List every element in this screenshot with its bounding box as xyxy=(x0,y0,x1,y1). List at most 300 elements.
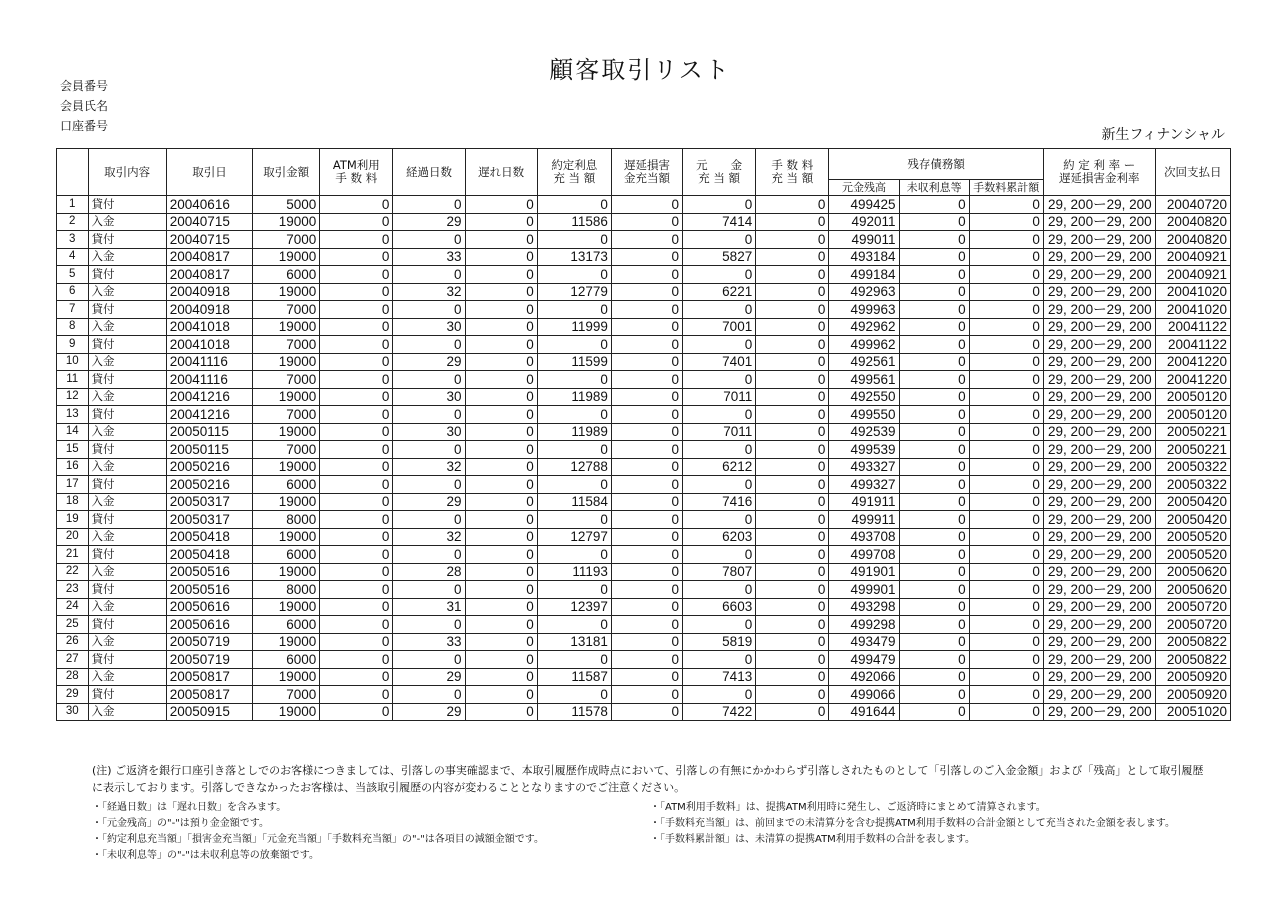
row-delay-days-cell: 0 xyxy=(465,493,537,511)
row-interest-applied-cell: 0 xyxy=(537,686,611,704)
row-kind-cell: 入金 xyxy=(88,283,166,301)
row-amount-cell: 19000 xyxy=(253,423,320,441)
row-amount-cell: 19000 xyxy=(253,563,320,581)
row-date-cell: 20050616 xyxy=(166,616,252,634)
row-fee-applied-cell: 0 xyxy=(756,196,829,214)
row-damages-applied-cell: 0 xyxy=(611,546,682,564)
row-balance-principal-cell: 499298 xyxy=(829,616,899,634)
note-item: ・ 「手数料充当額」は、前回までの未清算分を含む提携ATM利用手数料の合計金額として充当された金額を表します。 xyxy=(650,816,1175,832)
row-kind-cell: 貸付 xyxy=(88,196,166,214)
row-damages-applied-cell: 0 xyxy=(611,336,682,354)
col-principal-header: 元 金 充 当 額 xyxy=(683,149,756,196)
row-rate-cell: 29, 200ー29, 200 xyxy=(1043,266,1155,284)
row-elapsed-days-cell: 30 xyxy=(393,423,465,441)
row-atm-fee-cell: 0 xyxy=(320,563,393,581)
row-elapsed-days-cell: 32 xyxy=(393,528,465,546)
row-interest-applied-cell: 11193 xyxy=(537,563,611,581)
row-rate-cell: 29, 200ー29, 200 xyxy=(1043,213,1155,231)
row-balance-fee-total-cell: 0 xyxy=(969,406,1043,424)
row-date-cell: 20040918 xyxy=(166,283,252,301)
row-kind-cell: 貸付 xyxy=(88,651,166,669)
col-balance-group-header: 残存債務額 xyxy=(829,149,1043,180)
row-principal-applied-cell: 0 xyxy=(683,301,756,319)
row-balance-unpaid-cell: 0 xyxy=(899,651,969,669)
row-fee-applied-cell: 0 xyxy=(756,633,829,651)
row-atm-fee-cell: 0 xyxy=(320,196,393,214)
disclaimer-note: (注) ご返済を銀行口座引き落としでのお客様につきましては、引落しの事実確認まで、本取引履歴作成時点において、引落しの有無にかかわらず引落しされたものとして「引落しのご入金金額」および「残高」として取引履歴に表示しております。引落しできなかったお客様は、当該取引履歴の内容が変わることとなりますのでご注意ください。 xyxy=(92,764,1204,794)
row-balance-fee-total-cell: 0 xyxy=(969,196,1043,214)
row-damages-applied-cell: 0 xyxy=(611,511,682,529)
row-balance-principal-cell: 491911 xyxy=(829,493,899,511)
row-principal-applied-cell: 7414 xyxy=(683,213,756,231)
row-atm-fee-cell: 0 xyxy=(320,598,393,616)
row-delay-days-cell: 0 xyxy=(465,283,537,301)
row-rate-cell: 29, 200ー29, 200 xyxy=(1043,388,1155,406)
row-balance-unpaid-cell: 0 xyxy=(899,458,969,476)
row-atm-fee-cell: 0 xyxy=(320,581,393,599)
row-elapsed-days-cell: 0 xyxy=(393,546,465,564)
row-amount-cell: 7000 xyxy=(253,336,320,354)
row-atm-fee-cell: 0 xyxy=(320,371,393,389)
table-row xyxy=(57,668,1231,686)
notes-left-list xyxy=(92,800,544,864)
row-delay-days-cell: 0 xyxy=(465,423,537,441)
row-balance-principal-cell: 499184 xyxy=(829,266,899,284)
row-interest-applied-cell: 11999 xyxy=(537,318,611,336)
row-principal-applied-cell: 6221 xyxy=(683,283,756,301)
row-amount-cell: 19000 xyxy=(253,248,320,266)
row-rate-cell: 29, 200ー29, 200 xyxy=(1043,231,1155,249)
row-delay-days-cell: 0 xyxy=(465,441,537,459)
row-elapsed-days-cell: 0 xyxy=(393,651,465,669)
row-atm-fee-cell: 0 xyxy=(320,511,393,529)
row-amount-cell: 7000 xyxy=(253,301,320,319)
row-fee-applied-cell: 0 xyxy=(756,616,829,634)
row-principal-applied-cell: 7807 xyxy=(683,563,756,581)
col-next-pay-header: 次回支払日 xyxy=(1155,149,1230,196)
row-balance-fee-total-cell: 0 xyxy=(969,651,1043,669)
row-elapsed-days-cell: 0 xyxy=(393,581,465,599)
row-number-cell: 22 xyxy=(57,563,89,581)
row-next-pay-cell: 20040820 xyxy=(1155,213,1230,231)
row-balance-fee-total-cell: 0 xyxy=(969,458,1043,476)
row-number-cell: 4 xyxy=(57,248,89,266)
table-row xyxy=(57,248,1231,266)
col-number-header xyxy=(57,149,89,196)
row-amount-cell: 5000 xyxy=(253,196,320,214)
row-fee-applied-cell: 0 xyxy=(756,528,829,546)
row-elapsed-days-cell: 33 xyxy=(393,248,465,266)
row-balance-principal-cell: 492962 xyxy=(829,318,899,336)
table-row xyxy=(57,528,1231,546)
row-balance-unpaid-cell: 0 xyxy=(899,423,969,441)
row-atm-fee-cell: 0 xyxy=(320,301,393,319)
row-number-cell: 2 xyxy=(57,213,89,231)
row-damages-applied-cell: 0 xyxy=(611,441,682,459)
row-atm-fee-cell: 0 xyxy=(320,686,393,704)
row-balance-fee-total-cell: 0 xyxy=(969,493,1043,511)
row-balance-unpaid-cell: 0 xyxy=(899,598,969,616)
row-fee-applied-cell: 0 xyxy=(756,651,829,669)
row-balance-principal-cell: 493184 xyxy=(829,248,899,266)
table-row xyxy=(57,458,1231,476)
row-damages-applied-cell: 0 xyxy=(611,668,682,686)
row-date-cell: 20041216 xyxy=(166,406,252,424)
row-damages-applied-cell: 0 xyxy=(611,458,682,476)
row-elapsed-days-cell: 29 xyxy=(393,493,465,511)
row-elapsed-days-cell: 0 xyxy=(393,231,465,249)
row-amount-cell: 6000 xyxy=(253,266,320,284)
row-number-cell: 9 xyxy=(57,336,89,354)
row-interest-applied-cell: 0 xyxy=(537,441,611,459)
row-rate-cell: 29, 200ー29, 200 xyxy=(1043,633,1155,651)
row-elapsed-days-cell: 0 xyxy=(393,511,465,529)
row-balance-principal-cell: 491901 xyxy=(829,563,899,581)
table-row xyxy=(57,546,1231,564)
col-fee-applied-header: 手 数 料 充 当 額 xyxy=(756,149,829,196)
row-next-pay-cell: 20050822 xyxy=(1155,651,1230,669)
table-row xyxy=(57,493,1231,511)
row-amount-cell: 8000 xyxy=(253,511,320,529)
row-balance-principal-cell: 492963 xyxy=(829,283,899,301)
row-delay-days-cell: 0 xyxy=(465,248,537,266)
row-next-pay-cell: 20050420 xyxy=(1155,493,1230,511)
row-damages-applied-cell: 0 xyxy=(611,283,682,301)
row-balance-unpaid-cell: 0 xyxy=(899,283,969,301)
row-kind-cell: 入金 xyxy=(88,248,166,266)
row-principal-applied-cell: 0 xyxy=(683,476,756,494)
row-damages-applied-cell: 0 xyxy=(611,353,682,371)
page-title: 顧客取引リスト xyxy=(549,56,731,84)
row-number-cell: 18 xyxy=(57,493,89,511)
row-damages-applied-cell: 0 xyxy=(611,388,682,406)
row-number-cell: 19 xyxy=(57,511,89,529)
row-date-cell: 20050616 xyxy=(166,598,252,616)
row-rate-cell: 29, 200ー29, 200 xyxy=(1043,493,1155,511)
col-interest-header: 約定利息 充 当 額 xyxy=(537,149,611,196)
row-delay-days-cell: 0 xyxy=(465,406,537,424)
row-kind-cell: 入金 xyxy=(88,213,166,231)
row-principal-applied-cell: 5827 xyxy=(683,248,756,266)
col-balance-principal-header: 元金残高 xyxy=(829,180,899,196)
row-atm-fee-cell: 0 xyxy=(320,336,393,354)
row-kind-cell: 入金 xyxy=(88,423,166,441)
row-date-cell: 20041216 xyxy=(166,388,252,406)
row-next-pay-cell: 20041122 xyxy=(1155,336,1230,354)
row-interest-applied-cell: 0 xyxy=(537,546,611,564)
row-amount-cell: 7000 xyxy=(253,371,320,389)
row-principal-applied-cell: 0 xyxy=(683,336,756,354)
row-number-cell: 30 xyxy=(57,703,89,721)
row-date-cell: 20050915 xyxy=(166,703,252,721)
row-interest-applied-cell: 11989 xyxy=(537,423,611,441)
row-principal-applied-cell: 0 xyxy=(683,196,756,214)
row-kind-cell: 入金 xyxy=(88,668,166,686)
row-interest-applied-cell: 13173 xyxy=(537,248,611,266)
row-balance-fee-total-cell: 0 xyxy=(969,283,1043,301)
row-damages-applied-cell: 0 xyxy=(611,651,682,669)
row-date-cell: 20041018 xyxy=(166,336,252,354)
row-interest-applied-cell: 11584 xyxy=(537,493,611,511)
row-next-pay-cell: 20050720 xyxy=(1155,616,1230,634)
row-balance-principal-cell: 499425 xyxy=(829,196,899,214)
row-rate-cell: 29, 200ー29, 200 xyxy=(1043,318,1155,336)
row-principal-applied-cell: 0 xyxy=(683,651,756,669)
row-interest-applied-cell: 11989 xyxy=(537,388,611,406)
row-damages-applied-cell: 0 xyxy=(611,616,682,634)
col-amount-header: 取引金額 xyxy=(253,149,320,196)
row-kind-cell: 貸付 xyxy=(88,266,166,284)
row-date-cell: 20050817 xyxy=(166,668,252,686)
row-kind-cell: 貸付 xyxy=(88,546,166,564)
row-damages-applied-cell: 0 xyxy=(611,371,682,389)
row-balance-principal-cell: 499561 xyxy=(829,371,899,389)
row-date-cell: 20050817 xyxy=(166,686,252,704)
row-balance-unpaid-cell: 0 xyxy=(899,686,969,704)
row-delay-days-cell: 0 xyxy=(465,511,537,529)
row-atm-fee-cell: 0 xyxy=(320,668,393,686)
row-rate-cell: 29, 200ー29, 200 xyxy=(1043,598,1155,616)
row-next-pay-cell: 20050120 xyxy=(1155,388,1230,406)
row-amount-cell: 19000 xyxy=(253,668,320,686)
row-number-cell: 20 xyxy=(57,528,89,546)
row-number-cell: 25 xyxy=(57,616,89,634)
row-atm-fee-cell: 0 xyxy=(320,266,393,284)
table-row xyxy=(57,423,1231,441)
row-principal-applied-cell: 7001 xyxy=(683,318,756,336)
row-principal-applied-cell: 0 xyxy=(683,406,756,424)
row-amount-cell: 19000 xyxy=(253,528,320,546)
row-balance-unpaid-cell: 0 xyxy=(899,388,969,406)
row-balance-fee-total-cell: 0 xyxy=(969,371,1043,389)
row-balance-fee-total-cell: 0 xyxy=(969,353,1043,371)
row-interest-applied-cell: 0 xyxy=(537,231,611,249)
table-row xyxy=(57,616,1231,634)
row-next-pay-cell: 20050822 xyxy=(1155,633,1230,651)
row-principal-applied-cell: 0 xyxy=(683,616,756,634)
row-balance-principal-cell: 499708 xyxy=(829,546,899,564)
row-fee-applied-cell: 0 xyxy=(756,441,829,459)
row-balance-fee-total-cell: 0 xyxy=(969,616,1043,634)
row-number-cell: 29 xyxy=(57,686,89,704)
row-balance-principal-cell: 499962 xyxy=(829,336,899,354)
row-fee-applied-cell: 0 xyxy=(756,371,829,389)
row-elapsed-days-cell: 29 xyxy=(393,353,465,371)
row-balance-principal-cell: 492011 xyxy=(829,213,899,231)
row-next-pay-cell: 20050221 xyxy=(1155,423,1230,441)
row-balance-principal-cell: 499901 xyxy=(829,581,899,599)
account-number-label: 口座番号 xyxy=(60,119,109,133)
row-delay-days-cell: 0 xyxy=(465,546,537,564)
row-balance-principal-cell: 492561 xyxy=(829,353,899,371)
row-next-pay-cell: 20050322 xyxy=(1155,476,1230,494)
row-atm-fee-cell: 0 xyxy=(320,493,393,511)
row-balance-unpaid-cell: 0 xyxy=(899,406,969,424)
row-number-cell: 12 xyxy=(57,388,89,406)
table-row xyxy=(57,563,1231,581)
row-date-cell: 20050719 xyxy=(166,651,252,669)
row-rate-cell: 29, 200ー29, 200 xyxy=(1043,511,1155,529)
row-delay-days-cell: 0 xyxy=(465,686,537,704)
row-next-pay-cell: 20050520 xyxy=(1155,546,1230,564)
row-amount-cell: 7000 xyxy=(253,406,320,424)
row-balance-unpaid-cell: 0 xyxy=(899,441,969,459)
row-interest-applied-cell: 0 xyxy=(537,616,611,634)
row-kind-cell: 入金 xyxy=(88,388,166,406)
row-balance-unpaid-cell: 0 xyxy=(899,213,969,231)
row-rate-cell: 29, 200ー29, 200 xyxy=(1043,458,1155,476)
row-balance-unpaid-cell: 0 xyxy=(899,511,969,529)
row-rate-cell: 29, 200ー29, 200 xyxy=(1043,546,1155,564)
row-next-pay-cell: 20041122 xyxy=(1155,318,1230,336)
row-damages-applied-cell: 0 xyxy=(611,476,682,494)
row-next-pay-cell: 20050120 xyxy=(1155,406,1230,424)
row-date-cell: 20050516 xyxy=(166,563,252,581)
row-rate-cell: 29, 200ー29, 200 xyxy=(1043,336,1155,354)
row-number-cell: 8 xyxy=(57,318,89,336)
row-fee-applied-cell: 0 xyxy=(756,458,829,476)
row-principal-applied-cell: 7413 xyxy=(683,668,756,686)
table-row xyxy=(57,196,1231,214)
row-delay-days-cell: 0 xyxy=(465,528,537,546)
row-balance-unpaid-cell: 0 xyxy=(899,336,969,354)
row-damages-applied-cell: 0 xyxy=(611,213,682,231)
row-interest-applied-cell: 0 xyxy=(537,511,611,529)
row-rate-cell: 29, 200ー29, 200 xyxy=(1043,406,1155,424)
row-fee-applied-cell: 0 xyxy=(756,301,829,319)
row-atm-fee-cell: 0 xyxy=(320,353,393,371)
row-delay-days-cell: 0 xyxy=(465,633,537,651)
row-delay-days-cell: 0 xyxy=(465,581,537,599)
row-interest-applied-cell: 0 xyxy=(537,336,611,354)
note-item: ・ 「ATM利用手数料」は、提携ATM利用時に発生し、ご返済時にまとめて清算されます。 xyxy=(650,800,1175,816)
row-number-cell: 16 xyxy=(57,458,89,476)
row-delay-days-cell: 0 xyxy=(465,213,537,231)
row-damages-applied-cell: 0 xyxy=(611,493,682,511)
row-fee-applied-cell: 0 xyxy=(756,703,829,721)
row-fee-applied-cell: 0 xyxy=(756,598,829,616)
row-interest-applied-cell: 11578 xyxy=(537,703,611,721)
member-name-label: 会員氏名 xyxy=(60,99,109,113)
col-date-header: 取引日 xyxy=(166,149,252,196)
row-elapsed-days-cell: 32 xyxy=(393,283,465,301)
row-amount-cell: 8000 xyxy=(253,581,320,599)
note-item: ・ 「元金残高」の"-"は預り金金額です。 xyxy=(92,816,544,832)
row-balance-principal-cell: 493327 xyxy=(829,458,899,476)
row-next-pay-cell: 20050322 xyxy=(1155,458,1230,476)
row-rate-cell: 29, 200ー29, 200 xyxy=(1043,248,1155,266)
row-date-cell: 20041116 xyxy=(166,353,252,371)
row-number-cell: 10 xyxy=(57,353,89,371)
row-rate-cell: 29, 200ー29, 200 xyxy=(1043,686,1155,704)
row-atm-fee-cell: 0 xyxy=(320,388,393,406)
row-atm-fee-cell: 0 xyxy=(320,283,393,301)
row-kind-cell: 入金 xyxy=(88,633,166,651)
row-principal-applied-cell: 7401 xyxy=(683,353,756,371)
row-kind-cell: 入金 xyxy=(88,318,166,336)
row-balance-principal-cell: 499327 xyxy=(829,476,899,494)
row-elapsed-days-cell: 0 xyxy=(393,371,465,389)
row-balance-unpaid-cell: 0 xyxy=(899,196,969,214)
row-amount-cell: 7000 xyxy=(253,686,320,704)
row-number-cell: 14 xyxy=(57,423,89,441)
row-rate-cell: 29, 200ー29, 200 xyxy=(1043,563,1155,581)
row-principal-applied-cell: 0 xyxy=(683,686,756,704)
row-rate-cell: 29, 200ー29, 200 xyxy=(1043,301,1155,319)
row-fee-applied-cell: 0 xyxy=(756,476,829,494)
row-balance-unpaid-cell: 0 xyxy=(899,301,969,319)
row-damages-applied-cell: 0 xyxy=(611,301,682,319)
row-interest-applied-cell: 0 xyxy=(537,301,611,319)
row-number-cell: 26 xyxy=(57,633,89,651)
row-kind-cell: 貸付 xyxy=(88,441,166,459)
row-damages-applied-cell: 0 xyxy=(611,686,682,704)
row-elapsed-days-cell: 0 xyxy=(393,441,465,459)
row-damages-applied-cell: 0 xyxy=(611,563,682,581)
row-date-cell: 20040715 xyxy=(166,231,252,249)
row-elapsed-days-cell: 0 xyxy=(393,686,465,704)
row-date-cell: 20050115 xyxy=(166,423,252,441)
row-rate-cell: 29, 200ー29, 200 xyxy=(1043,476,1155,494)
row-date-cell: 20050317 xyxy=(166,493,252,511)
row-delay-days-cell: 0 xyxy=(465,301,537,319)
row-balance-fee-total-cell: 0 xyxy=(969,546,1043,564)
row-damages-applied-cell: 0 xyxy=(611,318,682,336)
col-rate-header: 約 定 利 率 ー 遅延損害金利率 xyxy=(1043,149,1155,196)
row-kind-cell: 入金 xyxy=(88,458,166,476)
row-kind-cell: 貸付 xyxy=(88,371,166,389)
row-number-cell: 1 xyxy=(57,196,89,214)
row-atm-fee-cell: 0 xyxy=(320,318,393,336)
customer-meta xyxy=(60,76,108,136)
row-balance-fee-total-cell: 0 xyxy=(969,213,1043,231)
row-fee-applied-cell: 0 xyxy=(756,353,829,371)
row-date-cell: 20041116 xyxy=(166,371,252,389)
note-item: ・ 「経過日数」は「遅れ日数」を含みます。 xyxy=(92,800,544,816)
row-date-cell: 20041018 xyxy=(166,318,252,336)
row-rate-cell: 29, 200ー29, 200 xyxy=(1043,703,1155,721)
row-damages-applied-cell: 0 xyxy=(611,581,682,599)
row-rate-cell: 29, 200ー29, 200 xyxy=(1043,581,1155,599)
row-elapsed-days-cell: 30 xyxy=(393,318,465,336)
row-number-cell: 21 xyxy=(57,546,89,564)
table-row xyxy=(57,213,1231,231)
col-delay-header: 遅れ日数 xyxy=(465,149,537,196)
row-amount-cell: 19000 xyxy=(253,318,320,336)
row-balance-principal-cell: 499550 xyxy=(829,406,899,424)
row-next-pay-cell: 20040921 xyxy=(1155,266,1230,284)
row-amount-cell: 19000 xyxy=(253,598,320,616)
row-balance-unpaid-cell: 0 xyxy=(899,371,969,389)
row-kind-cell: 入金 xyxy=(88,493,166,511)
row-atm-fee-cell: 0 xyxy=(320,441,393,459)
row-balance-unpaid-cell: 0 xyxy=(899,546,969,564)
row-amount-cell: 19000 xyxy=(253,458,320,476)
row-balance-unpaid-cell: 0 xyxy=(899,248,969,266)
row-interest-applied-cell: 0 xyxy=(537,476,611,494)
row-balance-unpaid-cell: 0 xyxy=(899,703,969,721)
row-interest-applied-cell: 0 xyxy=(537,196,611,214)
table-row xyxy=(57,703,1231,721)
row-balance-fee-total-cell: 0 xyxy=(969,266,1043,284)
row-interest-applied-cell: 12797 xyxy=(537,528,611,546)
row-kind-cell: 貸付 xyxy=(88,301,166,319)
row-balance-fee-total-cell: 0 xyxy=(969,581,1043,599)
row-kind-cell: 入金 xyxy=(88,353,166,371)
table-row xyxy=(57,301,1231,319)
row-balance-principal-cell: 499539 xyxy=(829,441,899,459)
note-item: ・ 「約定利息充当額」「損害金充当額」「元金充当額」「手数料充当額」の"-"は各項目の減額金額です。 xyxy=(92,832,544,848)
